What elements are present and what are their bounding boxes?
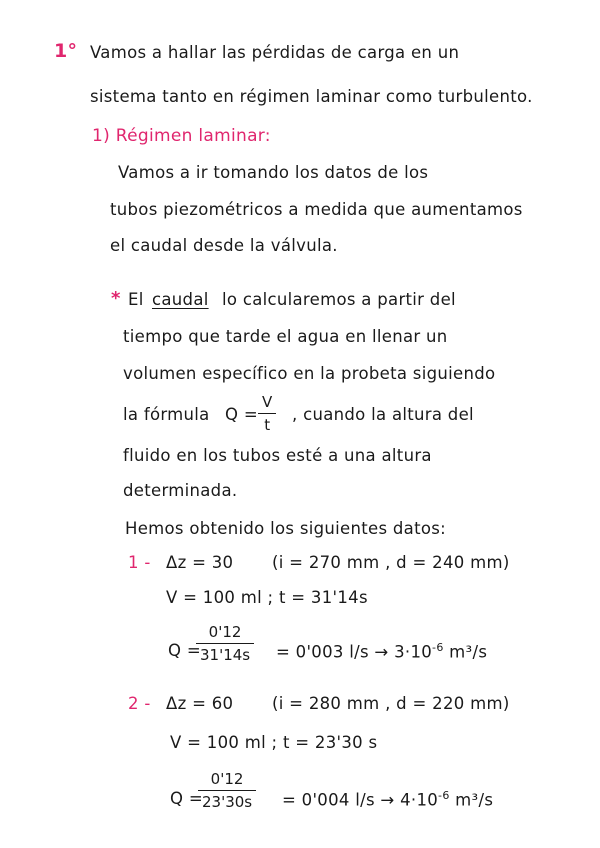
para-line-3: el caudal desde la válvula. [110,236,338,255]
measurement-2-q-result: = 0'004 $l/s \to 4\cdot 10^{-6}$ m³/s [282,789,494,810]
formula-denominator: t [264,416,271,434]
note-line-4-pre: la fórmula [123,405,210,424]
formula-fraction [258,393,276,434]
measurement-1-q-result: = 0'003 $l/s \to 3\cdot 10^{-6}$ m³/s [276,641,488,662]
measurement-2-q-num: 0'12 [210,770,244,788]
note-line-5: fluido en los tubos esté a una altura [123,446,432,465]
intro-line-1: Vamos a hallar las pérdidas de carga en un [90,43,460,62]
measurement-1-params: (i = 270 mm , d = 240 mm) [272,553,510,572]
note-caudal: caudal [152,290,209,309]
measurement-2-q-exp: -6 [438,789,450,802]
measurement-2-index: 2 - [128,694,151,713]
section-title-laminar: 1) Régimen laminar: [92,126,271,146]
note-el: El [128,290,144,309]
measurement-1-q-exp: -6 [432,641,444,654]
measurement-2-q-den: 23'30s [202,793,253,811]
measurement-1-q-fraction [196,623,254,664]
measurement-1-index: 1 - [128,553,151,572]
note-line-3: volumen específico en la probeta siguiendo [123,364,496,383]
measurement-2-params: (i = 280 mm , d = 220 mm) [272,694,510,713]
formula-lhs: Q = [225,405,258,424]
para-line-1: Vamos a ir tomando los datos de los [118,163,429,182]
para-line-2: tubos piezométricos a medida que aumentamos [110,200,523,219]
measurement-1-q-lhs: Q = [168,641,201,660]
formula-numerator: V [262,393,273,411]
measurement-1-q-den: 31'14s [200,646,251,664]
measurement-1-dz: Δz = 30 [166,553,234,572]
note-line-2: tiempo que tarde el agua en llenar un [123,327,448,346]
note-line-4-post: , cuando la altura del [292,405,474,424]
measurement-2-dz: Δz = 60 [166,694,234,713]
data-intro: Hemos obtenido los siguientes datos: [125,519,447,538]
measurement-1-q-num: 0'12 [208,623,242,641]
measurement-2-vt: V = 100 ml ; t = 23'30 s [170,733,378,752]
exercise-number: 1° [54,40,78,62]
note-line-6: determinada. [123,481,238,500]
note-star: * [111,288,121,309]
measurement-1-vt: V = 100 ml ; t = 31'14s [166,588,368,607]
note-line-1: lo calcularemos a partir del [222,290,456,309]
intro-line-2: sistema tanto en régimen laminar como turbulento. [90,87,533,106]
measurement-2-q-fraction [198,770,256,811]
measurement-2-q-lhs: Q = [170,789,203,808]
